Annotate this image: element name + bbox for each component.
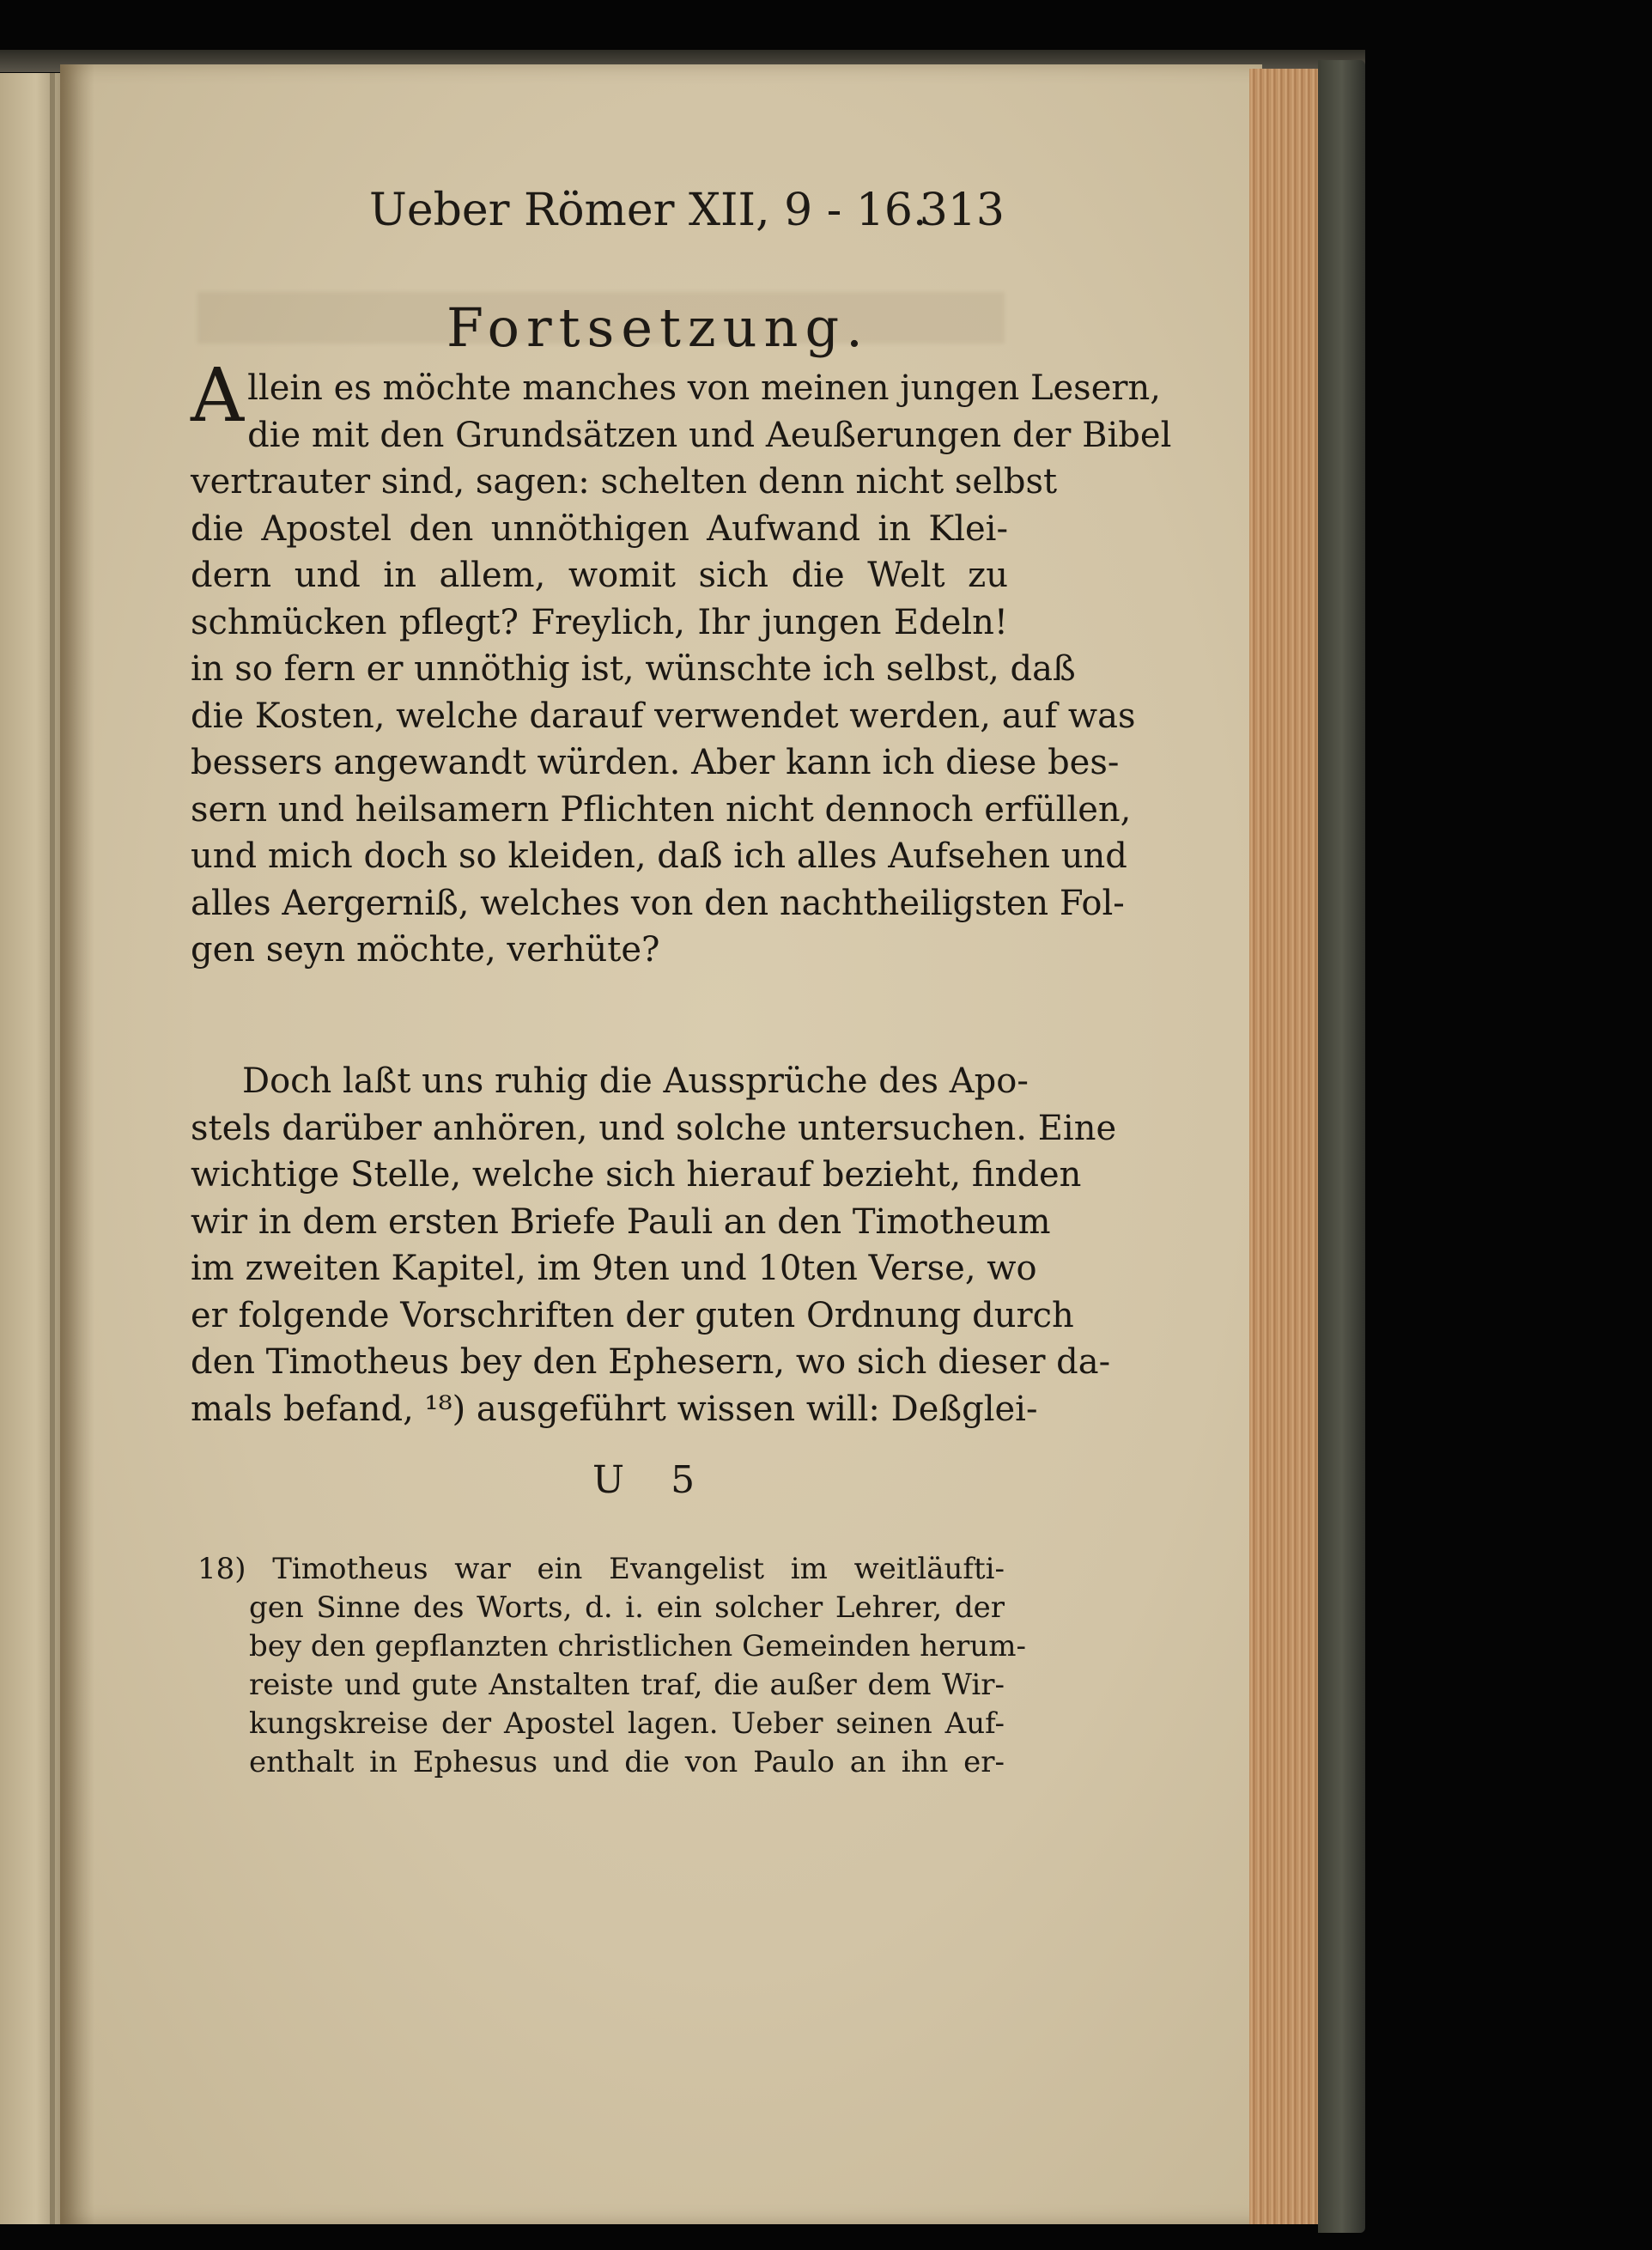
text-line: er folgende Vorschriften der guten Ordnung durch [191,1295,1074,1335]
text-line: llein es möchte manches von meinen jungen Lesern, [247,368,1161,408]
text-line: dern und in allem, womit sich die Welt zu [191,556,1008,595]
text-line: schmücken pflegt? Freylich, Ihr jungen Edeln! [191,602,1008,642]
text-line: die mit den Grundsätzen und Aeußerungen der Bibel [247,415,1172,455]
text-line: die Apostel den unnöthigen Aufwand in Klei- [191,508,1008,549]
left-page-edge [0,73,60,2224]
footnote-line: bey den gepflanzten christlichen Gemeinden herum- [249,1629,1026,1663]
text-line: wichtige Stelle, welche sich hierauf bezieht, finden [191,1155,1082,1195]
text-line: Doch laßt uns ruhig die Aussprüche des Apo- [242,1061,1029,1101]
page-gutter-shadow [60,64,94,2224]
text-line: in so fern er unnöthig ist, wünschte ich selbst, daß [191,649,1076,689]
footnote-line: 18) Timotheus war ein Evangelist im weitläufti- [197,1552,1005,1586]
text-line: und mich doch so kleiden, daß ich alles Aufsehen und [191,836,1127,876]
signature-mark: U 5 [592,1458,713,1502]
text-line: alles Aergerniß, welches von den nachtheiligsten Fol- [191,883,1125,923]
text-line: stels darüber anhören, und solche untersuchen. Eine [191,1108,1117,1148]
book-cover-edge [1318,60,1365,2233]
footnote-line: kungskreise der Apostel lagen. Ueber seinen Auf- [249,1706,1005,1741]
running-head-title: Ueber Römer XII, 9 - 16. [369,185,927,236]
text-line: die Kosten, welche darauf verwendet werden, auf was [191,696,1136,736]
page-number: 313 [919,185,1005,236]
text-line: vertrauter sind, sagen: schelten denn nicht selbst [191,462,1058,502]
drop-cap: A [191,353,245,439]
footnote-line: enthalt in Ephesus und die von Paulo an ihn er- [249,1745,1005,1779]
paragraph-1 [191,353,1172,974]
page-stack-edges [1249,69,1318,2224]
text-line: wir in dem ersten Briefe Pauli an den Timotheum [191,1201,1051,1242]
text-line: bessers angewandt würden. Aber kann ich diese bes- [191,743,1120,782]
text-line: im zweiten Kapitel, im 9ten und 10ten Verse, wo [191,1249,1037,1288]
text-line: mals befand, ¹⁸) ausgeführt wissen will: Deßglei- [191,1389,1038,1429]
text-line: den Timotheus bey den Ephesern, wo sich dieser da- [191,1342,1111,1382]
text-line: gen seyn möchte, verhüte? [191,930,660,970]
footnote [197,1550,1026,1782]
footnote-line: reiste und gute Anstalten traf, die außer dem Wir- [249,1668,1005,1702]
section-title: Fortsetzung. [446,296,870,359]
text-line: sern und heilsamern Pflichten nicht dennoch erfüllen, [191,789,1132,830]
footnote-line: gen Sinne des Worts, d. i. ein solcher Lehrer, der [249,1590,1005,1625]
left-page-inner-edge [50,73,55,2224]
paragraph-2 [191,1058,1117,1432]
